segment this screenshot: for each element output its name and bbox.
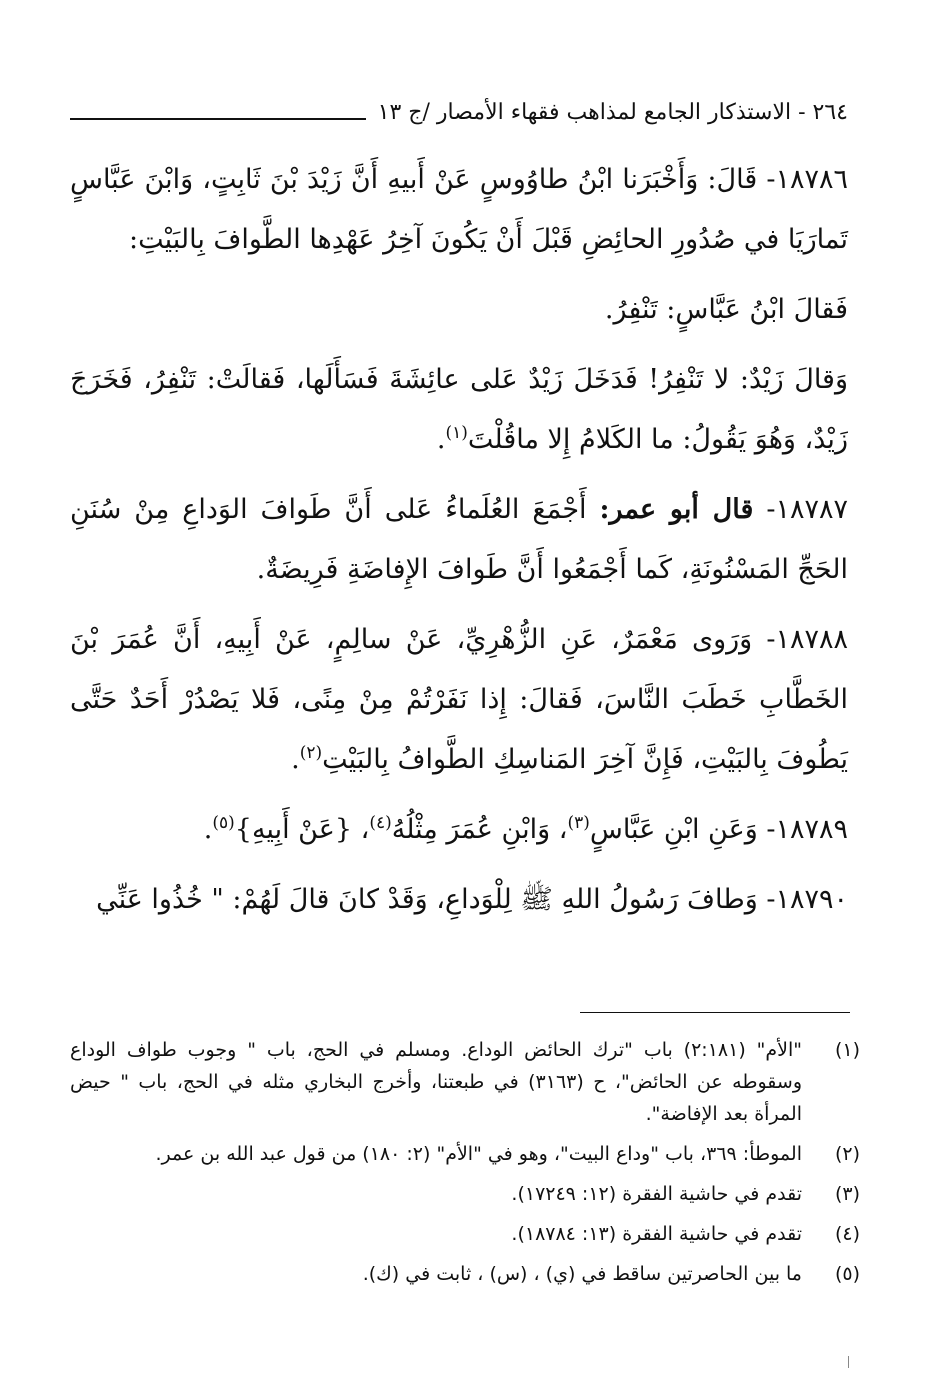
footnotes (70, 1034, 860, 1298)
paragraph-number: ١٨٧٩٠- (766, 884, 848, 915)
footnote-5 (70, 1258, 860, 1290)
footnote-ref[interactable]: (١) (445, 423, 468, 443)
paragraph-text: قَالَ: وَأَخْبَرَنا ابْنُ طاوُوسٍ عَنْ أَبيهِ أَنَّ زَيْدَ بْنَ ثَابِتٍ، وَابْنَ عَبَّاسٍ تَمارَيَا في صُدُورِ الحائِضِ قَبْلَ أَنْ يَكُونَ آخِرُ عَهْدِها الطَّوافَ بِالبَيْتِ: (70, 164, 848, 255)
footnote-ref[interactable]: (٤) (369, 813, 392, 833)
paragraph-text-3: ، {عَنْ أَبِيهِ} (234, 814, 370, 845)
footnote-number: (٥) (834, 1263, 860, 1285)
footnote-number: (٤) (834, 1223, 860, 1245)
running-header (70, 92, 848, 132)
paragraph-zayd (70, 350, 848, 470)
paragraph-tail: . (436, 424, 446, 455)
paragraph-text: وَرَوى مَعْمَرٌ، عَنِ الزُّهْرِيِّ، عَنْ سالِمٍ، عَنْ أَبِيهِ، أَنَّ عُمَرَ بْنَ الخَطَّابِ خَطَبَ النَّاسَ، فَقالَ: إِذا نَفَرْتُمْ مِنْ مِنًى، فَلا يَصْدُرْ أَحَدٌ حَتَّى يَطُوفَ بِالبَيْتِ، فَإِنَّ آخِرَ المَناسِكِ الطَّوافُ بِالبَيْتِ (70, 624, 848, 775)
author-label: قال أبو عمر: (599, 494, 754, 525)
paragraph-18788 (70, 610, 848, 790)
paragraph-text: وَطافَ رَسُولُ اللهِ ﷺ لِلْوَداعِ، وَقَدْ كانَ قالَ لَهُمْ: " خُذُوا عَنِّي (96, 884, 758, 915)
footnote-ref[interactable]: (٣) (567, 813, 590, 833)
footnote-text: تقدم في حاشية الفقرة (١٢: ١٧٢٤٩). (511, 1183, 802, 1205)
footnote-4 (70, 1218, 860, 1250)
paragraph-text: أَجْمَعَ العُلَماءُ عَلى أَنَّ طَوافَ الوَداعِ مِنْ سُنَنِ الحَجِّ المَسْنُونَةِ، كَما أَجْمَعُوا أَنَّ طَوافَ الإِفاضَةِ فَرِيضَةٌ. (70, 494, 848, 585)
footnote-number: (٣) (834, 1183, 860, 1205)
header-text: ٢٦٤ - الاستذكار الجامع لمذاهب فقهاء الأمصار /ج ١٣ (377, 99, 848, 125)
footnote-divider (580, 1012, 850, 1013)
footnote-ref[interactable]: (٢) (299, 743, 323, 763)
paragraph-text: وَعَنِ ابْنِ عَبَّاسٍ (589, 814, 758, 845)
paragraph-text: فَقالَ ابْنُ عَبَّاسٍ: تَنْفِرُ. (604, 294, 848, 325)
paragraph-text-2: ، وَابْنِ عُمَرَ مِثْلُهُ (391, 814, 568, 845)
header-rule (70, 118, 366, 120)
paragraph-tail: . (203, 814, 213, 845)
footnote-number: (١) (834, 1039, 860, 1061)
main-text (70, 150, 848, 940)
paragraph-number: ١٨٧٨٧- (766, 494, 848, 525)
footnote-2 (70, 1138, 860, 1170)
paragraph-tail: . (291, 744, 300, 775)
paragraph-number: ١٨٧٨٩- (766, 814, 848, 845)
paragraph-number: ١٨٧٨٨- (766, 624, 848, 655)
footnote-ref[interactable]: (٥) (212, 813, 235, 833)
paragraph-18789 (70, 800, 848, 860)
paragraph-ibn-abbas (70, 280, 848, 340)
footnote-text: "الأم" (٢:١٨١) باب "ترك الحائض الوداع. ومسلم في الحج، باب " وجوب طواف الوداع وسقوطه عن الحائض"، ح (٣١٦٣) في طبعتنا، وأخرج البخاري مثله في الحج، باب " حيض المرأة بعد الإفاضة". (70, 1039, 802, 1125)
paragraph-text: وَقالَ زَيْدٌ: لا تَنْفِرُ! فَدَخَلَ زَيْدٌ عَلى عائِشَةَ فَسَأَلَها، فَقالَتْ: تَنْفِرُ، فَخَرَجَ زَيْدٌ، وَهُوَ يَقُولُ: ما الكَلامُ إِلا ماقُلْتَ (70, 364, 848, 455)
footnote-text: ما بين الحاصرتين ساقط في (ي) ، (س) ، ثابت في (ك). (362, 1263, 802, 1285)
footnote-text: الموطأ: ٣٦٩، باب "وداع البيت"، وهو في "الأم" (٢: ١٨٠) من قول عبد الله بن عمر. (155, 1143, 802, 1165)
paragraph-18786 (70, 150, 848, 270)
paragraph-18787 (70, 480, 848, 600)
scan-mark (848, 1356, 849, 1368)
footnote-number: (٢) (834, 1143, 860, 1165)
footnote-1 (70, 1034, 860, 1130)
paragraph-number: ١٨٧٨٦- (766, 164, 848, 195)
footnote-3 (70, 1178, 860, 1210)
footnote-text: تقدم في حاشية الفقرة (١٣: ١٨٧٨٤). (511, 1223, 802, 1245)
paragraph-18790 (70, 870, 848, 930)
